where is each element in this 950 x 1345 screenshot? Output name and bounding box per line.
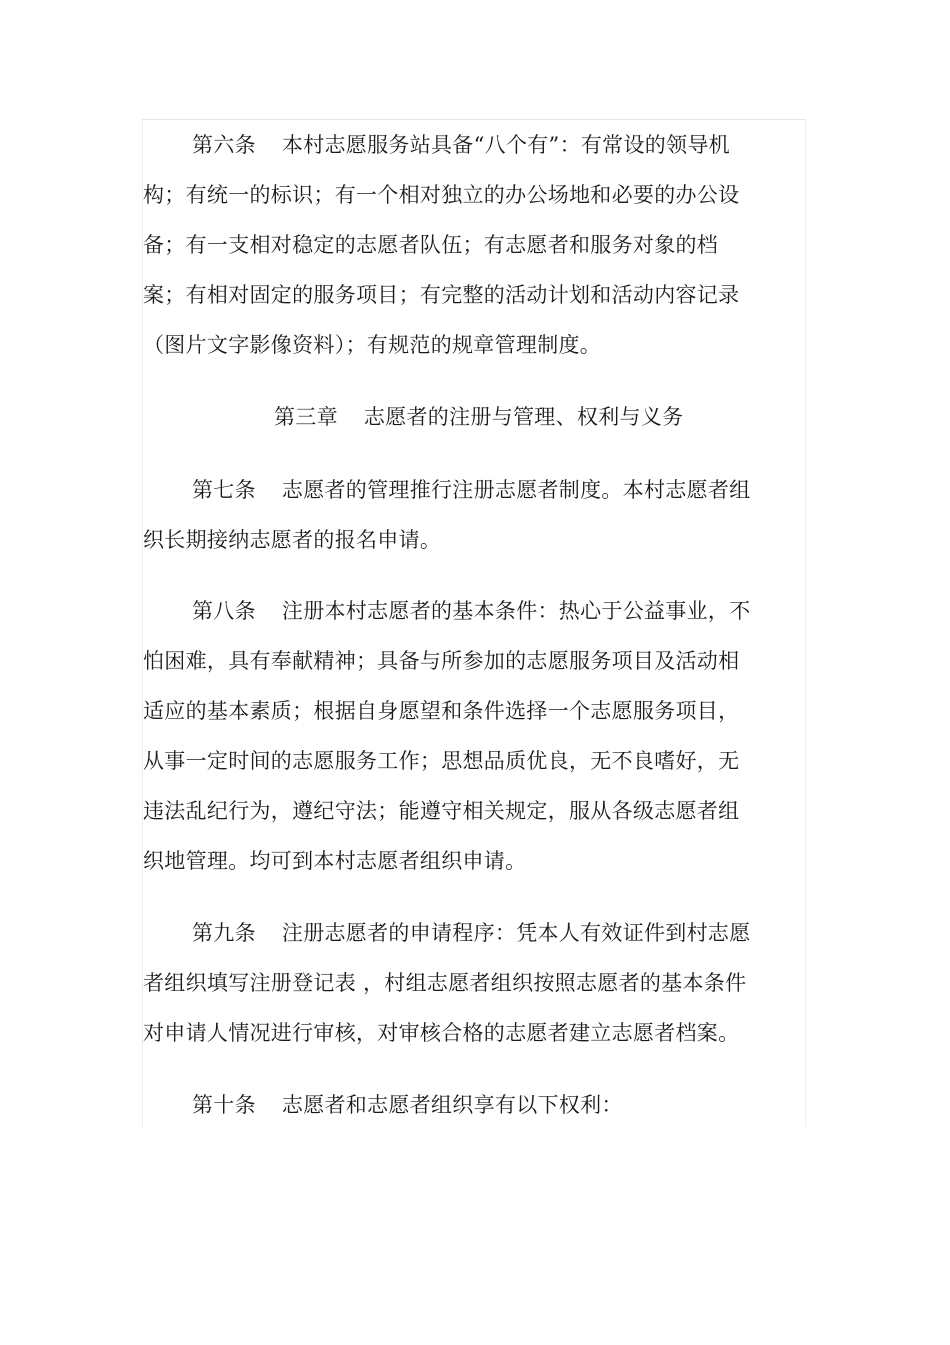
article-8-line-5: 违法乱纪行为，遵纪守法；能遵守相关规定，服从各级志愿者组 — [143, 799, 740, 823]
article-6-line-4: 案；有相对固定的服务项目；有完整的活动计划和活动内容记录 — [143, 283, 740, 307]
article-7-number: 第七条 — [192, 478, 256, 502]
article-8-number: 第八条 — [192, 599, 256, 623]
article-9-line-3: 对申请人情况进行审核，对审核合格的志愿者建立志愿者档案。 — [143, 1021, 740, 1045]
article-9-text: 注册志愿者的申请程序：凭本人有效证件到村志愿 — [281, 921, 751, 945]
article-6-text: 本村志愿服务站具备“八个有”：有常设的领导机 — [281, 133, 730, 157]
article-9-number: 第九条 — [192, 921, 256, 945]
article-8-line-4: 从事一定时间的志愿服务工作；思想品质优良，无不良嗜好，无 — [143, 749, 740, 773]
article-7-text: 志愿者的管理推行注册志愿者制度。本村志愿者组 — [281, 478, 751, 502]
article-6-first-line — [192, 131, 730, 159]
article-8-first-line — [192, 597, 751, 625]
chapter-title: 志愿者的注册与管理、权利与义务 — [363, 405, 684, 429]
article-8-line-3: 适应的基本素质；根据自身愿望和条件选择一个志愿服务项目， — [143, 699, 740, 723]
article-6-line-3: 备；有一支相对稳定的志愿者队伍；有志愿者和服务对象的档 — [143, 233, 719, 257]
article-8-line-6: 织地管理。均可到本村志愿者组织申请。 — [143, 849, 527, 873]
article-6-line-5: （图片文字影像资料）；有规范的规章管理制度。 — [143, 333, 602, 357]
article-8-line-2: 怕困难，具有奉献精神；具备与所参加的志愿服务项目及活动相 — [143, 649, 740, 673]
chapter-number: 第三章 — [274, 405, 338, 429]
article-10-first-line — [192, 1091, 623, 1119]
article-9-line-2: 者组织填写注册登记表 ，村组志愿者组织按照志愿者的基本条件 — [143, 971, 747, 995]
article-7-first-line — [192, 476, 751, 504]
article-7-line-2: 织长期接纳志愿者的报名申请。 — [143, 528, 442, 552]
article-8-text: 注册本村志愿者的基本条件：热心于公益事业，不 — [281, 599, 751, 623]
article-10-number: 第十条 — [192, 1093, 256, 1117]
chapter-heading — [274, 403, 683, 431]
article-10-text: 志愿者和志愿者组织享有以下权利： — [281, 1093, 623, 1117]
article-6-number: 第六条 — [192, 133, 256, 157]
article-6-line-2: 构；有统一的标识；有一个相对独立的办公场地和必要的办公设 — [143, 183, 740, 207]
article-9-first-line — [192, 919, 751, 947]
